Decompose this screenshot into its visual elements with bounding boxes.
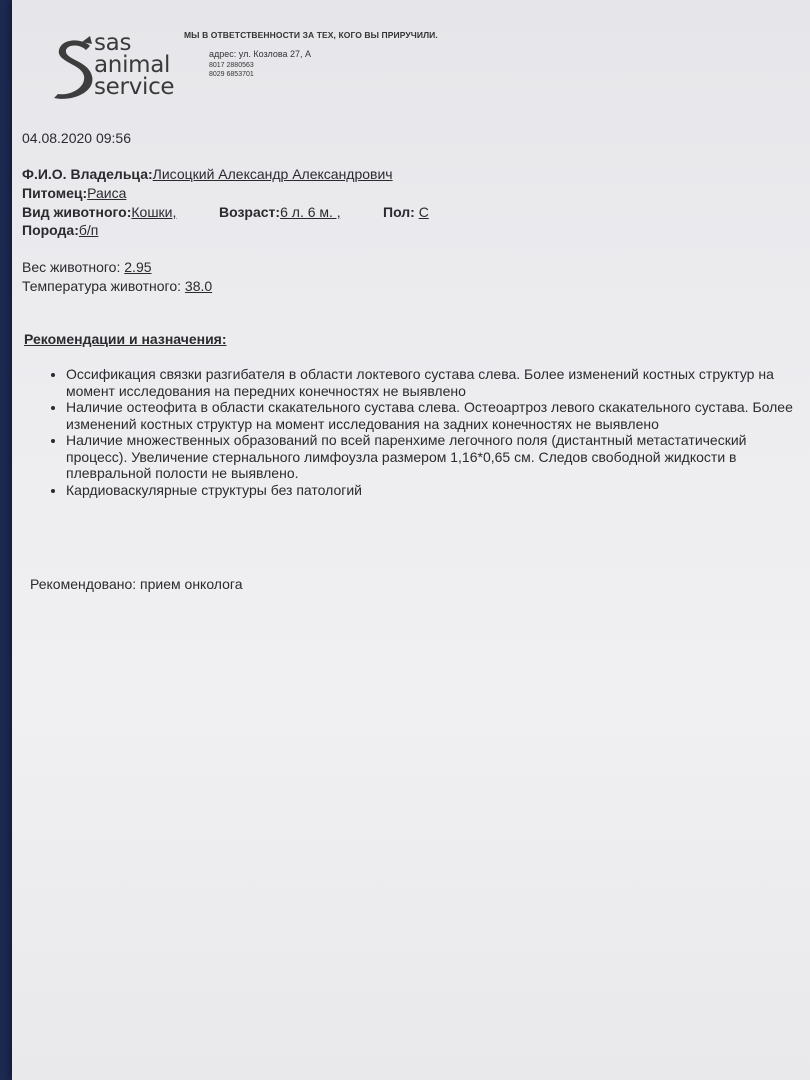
recommendation-item: • Оссификация связки разгибателя в области локтевого сустава слева. Более изменений костных структур на момент исследования на передних конечностях не выявлено	[66, 366, 806, 399]
clinic-logo	[52, 32, 202, 104]
final-recommendation: Рекомендовано: прием онколога	[30, 576, 243, 592]
sex-label: Пол:	[383, 204, 415, 220]
species-value: Кошки,	[131, 204, 177, 220]
clinic-phone-1: 8017 2880563	[209, 62, 254, 69]
temperature-label: Температура животного:	[22, 278, 182, 294]
breed-value: б/п	[78, 222, 99, 238]
recommendation-item: • Кардиоваскулярные структуры без патологий	[66, 482, 806, 499]
recommendations-list	[50, 366, 806, 498]
pet-row	[22, 185, 126, 201]
sex-row	[383, 204, 429, 220]
clinic-contacts	[209, 49, 311, 79]
breed-label: Порода:	[22, 222, 79, 238]
weight-value: 2.95	[124, 259, 152, 275]
age-row	[219, 204, 341, 220]
pet-label: Питомец:	[22, 185, 88, 201]
logo-word-2: animal	[94, 52, 171, 78]
clinic-address: адрес: ул. Козлова 27, А	[209, 49, 312, 59]
recommendations-title: Рекомендации и назначения:	[24, 331, 227, 347]
pet-name: Раиса	[87, 185, 127, 201]
owner-name: Лисоцкий Александр Александрович	[152, 166, 393, 182]
clinic-tagline: МЫ В ОТВЕТСТВЕННОСТИ ЗА ТЕХ, КОГО ВЫ ПРИРУЧИЛИ.	[184, 30, 438, 40]
document-page	[12, 0, 810, 1080]
logo-word-1: sas	[94, 30, 132, 56]
recommendation-item: • Наличие остеофита в области скакательного сустава слева. Остеоартроз левого скакательного сустава. Более изменений костных структур на момент исследования на задних конечностях не выявлено	[66, 399, 806, 432]
visit-datetime: 04.08.2020 09:56	[22, 130, 131, 146]
logo-word-3: service	[94, 74, 175, 100]
recommendation-item: • Наличие множественных образований по всей паренхиме легочного поля (дистантный метастатический процесс). Увеличение стернального лимфоузла размером 1,16*0,65 см. Следов свободной жидкости в плевральной полости не выявлено.	[66, 432, 806, 482]
species-label: Вид животного:	[22, 204, 132, 220]
sex-value: С	[418, 204, 429, 220]
weight-row	[22, 259, 152, 275]
clinic-phone-2: 8029 6853701	[209, 71, 254, 78]
temperature-value: 38.0	[184, 278, 213, 294]
owner-row	[22, 166, 393, 182]
breed-row	[22, 222, 98, 238]
weight-label: Вес животного:	[22, 259, 121, 275]
s-dog-logo-icon	[52, 36, 98, 100]
owner-label: Ф.И.О. Владельца:	[22, 166, 153, 182]
age-value: 6 л. 6 м. ,	[280, 204, 341, 220]
temperature-row	[22, 278, 212, 294]
age-label: Возраст:	[219, 204, 281, 220]
species-row	[22, 204, 176, 220]
